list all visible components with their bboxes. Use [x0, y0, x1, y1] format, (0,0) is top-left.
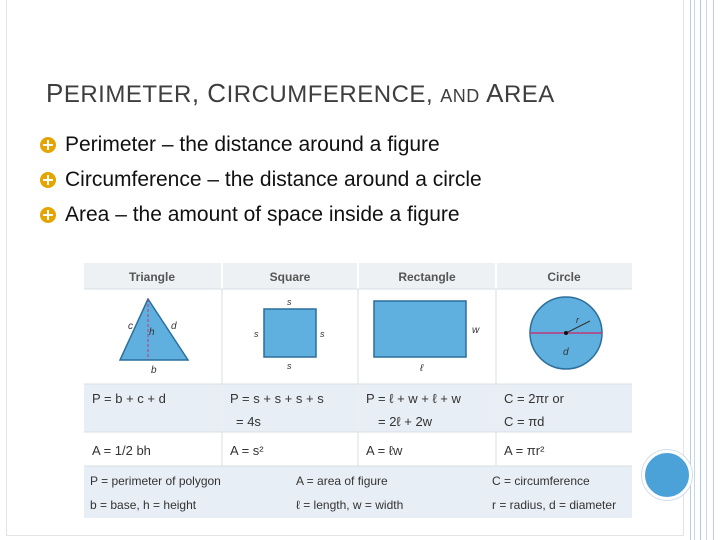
title-part: A: [479, 78, 504, 108]
rectangle-label-l: ℓ: [420, 363, 424, 374]
legend-area: A = area of figure: [296, 474, 388, 488]
perimeter-circle-2: C = πd: [504, 414, 545, 429]
triangle-label-h: h: [149, 327, 155, 338]
perimeter-square-2: = 4s: [236, 414, 261, 429]
perimeter-triangle: P = b + c + d: [92, 391, 166, 406]
legend-base-height: b = base, h = height: [90, 498, 197, 512]
title-part: REA: [503, 81, 555, 108]
plus-bullet-icon: [40, 207, 56, 223]
triangle-label-b: b: [151, 365, 157, 376]
square-shape: [264, 309, 316, 357]
perimeter-rectangle-2: = 2ℓ + 2w: [378, 414, 433, 429]
plus-bullet-icon: [40, 172, 56, 188]
bullet-text: Circumference – the distance around a circle: [65, 168, 482, 191]
perimeter-square: P = s + s + s + s: [230, 391, 324, 406]
title-part: ,: [425, 81, 441, 108]
rectangle-shape: [374, 301, 466, 357]
header-triangle: Triangle: [128, 270, 176, 284]
title-part: ERIMETER: [63, 81, 192, 108]
area-rectangle: A = ℓw: [366, 443, 403, 458]
circle-center-dot: [564, 331, 568, 335]
bullet-text: Area – the amount of space inside a figure: [65, 203, 460, 226]
header-circle: Circle: [547, 270, 581, 284]
title-part: AND: [440, 86, 480, 106]
formula-table-svg: [84, 263, 632, 523]
square-label-right: s: [320, 329, 325, 339]
plus-bullet-icon: [40, 137, 56, 153]
rectangle-label-w: w: [472, 325, 480, 336]
decorative-circle: [642, 450, 692, 500]
triangle-label-c: c: [128, 321, 133, 332]
legend-length-width: ℓ = length, w = width: [296, 498, 404, 512]
formula-figure: [84, 263, 632, 523]
square-label-left: s: [254, 329, 259, 339]
bullet-text: Perimeter – the distance around a figure: [65, 133, 440, 156]
title-part: P: [46, 78, 64, 108]
legend-radius-diameter: r = radius, d = diameter: [492, 498, 617, 512]
slide-title: [46, 78, 555, 109]
header-rectangle: Rectangle: [398, 270, 456, 284]
perimeter-rectangle: P = ℓ + w + ℓ + w: [366, 391, 461, 406]
area-triangle: A = 1/2 bh: [92, 443, 151, 458]
title-part: IRCUMFERENCE: [226, 81, 426, 108]
perimeter-circle: C = 2πr or: [504, 391, 564, 406]
square-label-top: s: [287, 297, 292, 307]
area-square: A = s²: [230, 443, 264, 458]
circle-label-d: d: [563, 347, 569, 358]
legend-perimeter: P = perimeter of polygon: [90, 474, 221, 488]
decorative-stripes: [686, 0, 720, 540]
circle-label-r: r: [576, 315, 579, 325]
triangle-label-d: d: [171, 321, 177, 332]
legend-circumference: C = circumference: [492, 474, 590, 488]
title-part: , C: [191, 78, 227, 108]
square-label-bottom: s: [287, 361, 292, 371]
area-circle: A = πr²: [504, 443, 545, 458]
header-square: Square: [269, 270, 311, 284]
